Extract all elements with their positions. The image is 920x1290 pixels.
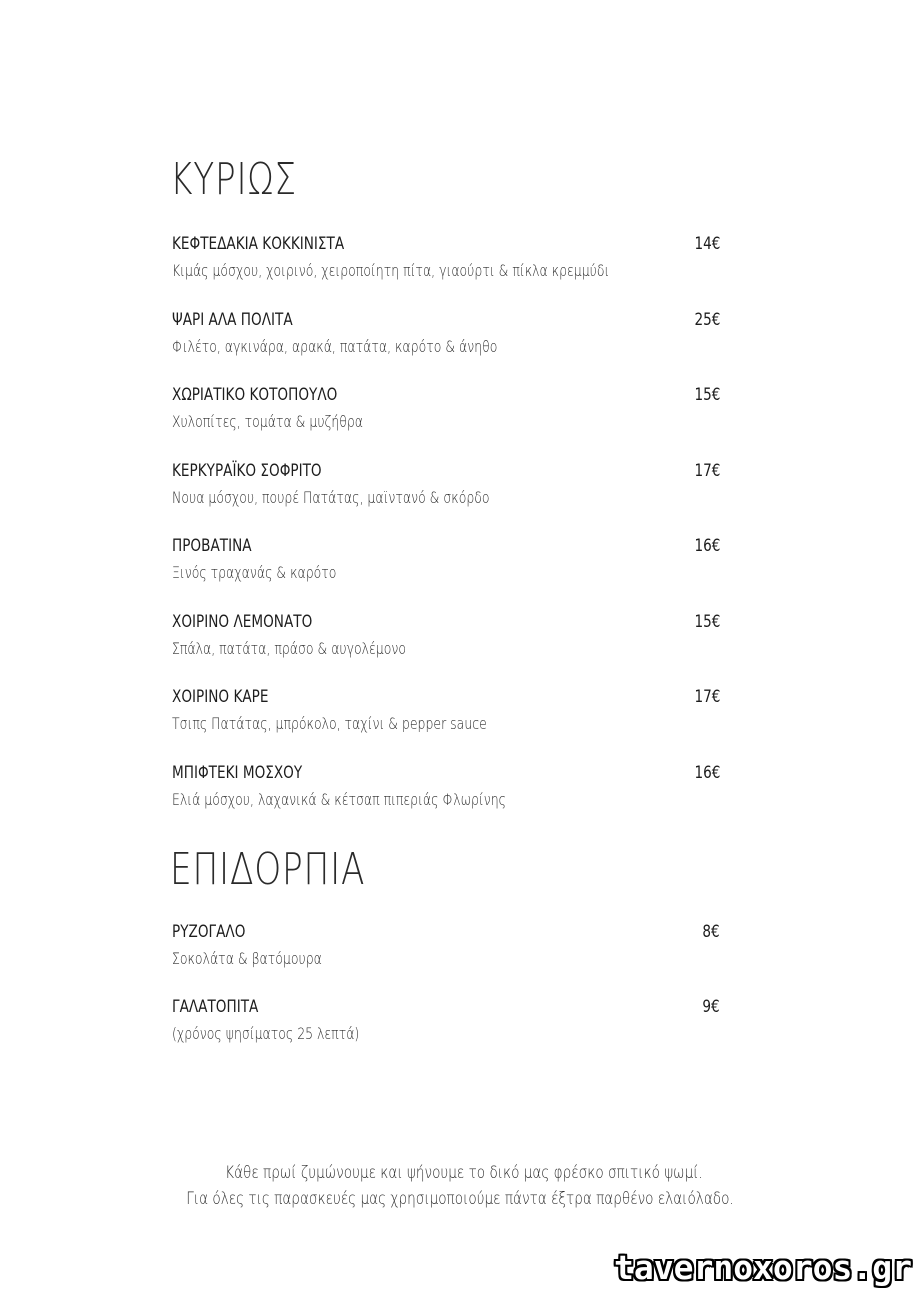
item-price: 8€ (702, 922, 720, 942)
item-price: 14€ (694, 234, 720, 254)
item-description: Σπάλα, πατάτα, πράσο & αυγολέμονο (172, 638, 406, 658)
item-name: ΚΕΦΤΕΔΑΚΙΑ ΚΟΚΚΙΝΙΣΤΑ (172, 234, 345, 254)
item-description: Χυλοπίτες, τομάτα & μυζήθρα (172, 412, 364, 431)
item-name: ΧΟΙΡΙΝΟ ΛΕΜΟΝΑΤΟ (172, 611, 313, 632)
item-description: (χρόνος ψησίματος 25 λεπτά) (172, 1024, 360, 1043)
menu-item (172, 234, 720, 310)
menu-item (172, 385, 720, 461)
item-description: Φιλέτο, αγκινάρα, αρακά, πατάτα, καρότο & άνηθο (172, 336, 498, 356)
site-watermark: tavernoxoros.gr (613, 1248, 912, 1287)
menu-item (172, 687, 720, 763)
main-course-list (172, 234, 720, 838)
section-title-main: ΚΥΡΙΩΣ (170, 154, 297, 205)
item-description: Κιμάς μόσχου, χοιρινό, χειροποίητη πίτα, γιαούρτι & πίκλα κρεμμύδι (172, 261, 610, 280)
footer-line-bread: Κάθε πρωί ζυμώνουμε και ψήνουμε το δικό μας φρέσκο σπιτικό ψωμί. (225, 1163, 703, 1183)
item-price: 16€ (694, 762, 720, 783)
item-description: Ελιά μόσχου, λαχανικά & κέτσαπ πιπεριάς Φλωρίνης (172, 789, 506, 809)
item-name: ΚΕΡΚΥΡΑΪΚΟ ΣΟΦΡΙΤΟ (172, 460, 322, 481)
item-price: 17€ (694, 687, 720, 707)
item-description: Νουα μόσχου, πουρέ Πατάτας, μαϊντανό & σκόρδο (172, 487, 490, 507)
item-description: Ξινός τραχανάς & καρότο (172, 563, 337, 582)
item-name: ΠΡΟΒΑΤΙΝΑ (172, 536, 252, 556)
item-price: 16€ (694, 536, 720, 556)
item-name: ΡΥΖΟΓΑΛΟ (172, 922, 246, 942)
item-price: 15€ (694, 611, 720, 632)
menu-item (172, 612, 720, 688)
item-description: Σοκολάτα & βατόμουρα (172, 949, 322, 968)
item-name: ΨΑΡΙ ΑΛΑ ΠΟΛΙΤΑ (172, 309, 293, 330)
menu-item (172, 997, 720, 1072)
item-name: ΜΠΙΦΤΕΚΙ ΜΟΣΧΟΥ (172, 762, 303, 783)
footer-line-olive-oil: Για όλες τις παρασκευές μας χρησιμοποιούμε πάντα έξτρα παρθένο ελαιόλαδο. (186, 1189, 734, 1209)
item-price: 25€ (694, 309, 720, 330)
menu-item (172, 461, 720, 537)
menu-item (172, 922, 720, 997)
menu-item (172, 763, 720, 839)
item-name: ΧΟΙΡΙΝΟ ΚΑΡΕ (172, 687, 269, 707)
item-description: Τσιπς Πατάτας, μπρόκολο, ταχίνι & pepper sauce (172, 714, 487, 733)
item-price: 9€ (702, 997, 720, 1017)
item-name: ΧΩΡΙΑΤΙΚΟ ΚΟΤΟΠΟΥΛΟ (172, 385, 338, 405)
dessert-list (172, 922, 720, 1072)
menu-item (172, 310, 720, 386)
section-title-dessert: ΕΠΙΔΟΡΠΙΑ (170, 844, 366, 895)
footer-note (0, 1160, 920, 1212)
item-name: ΓΑΛΑΤΟΠΙΤΑ (172, 997, 259, 1017)
item-price: 17€ (694, 460, 720, 481)
item-price: 15€ (694, 385, 720, 405)
menu-item (172, 536, 720, 612)
